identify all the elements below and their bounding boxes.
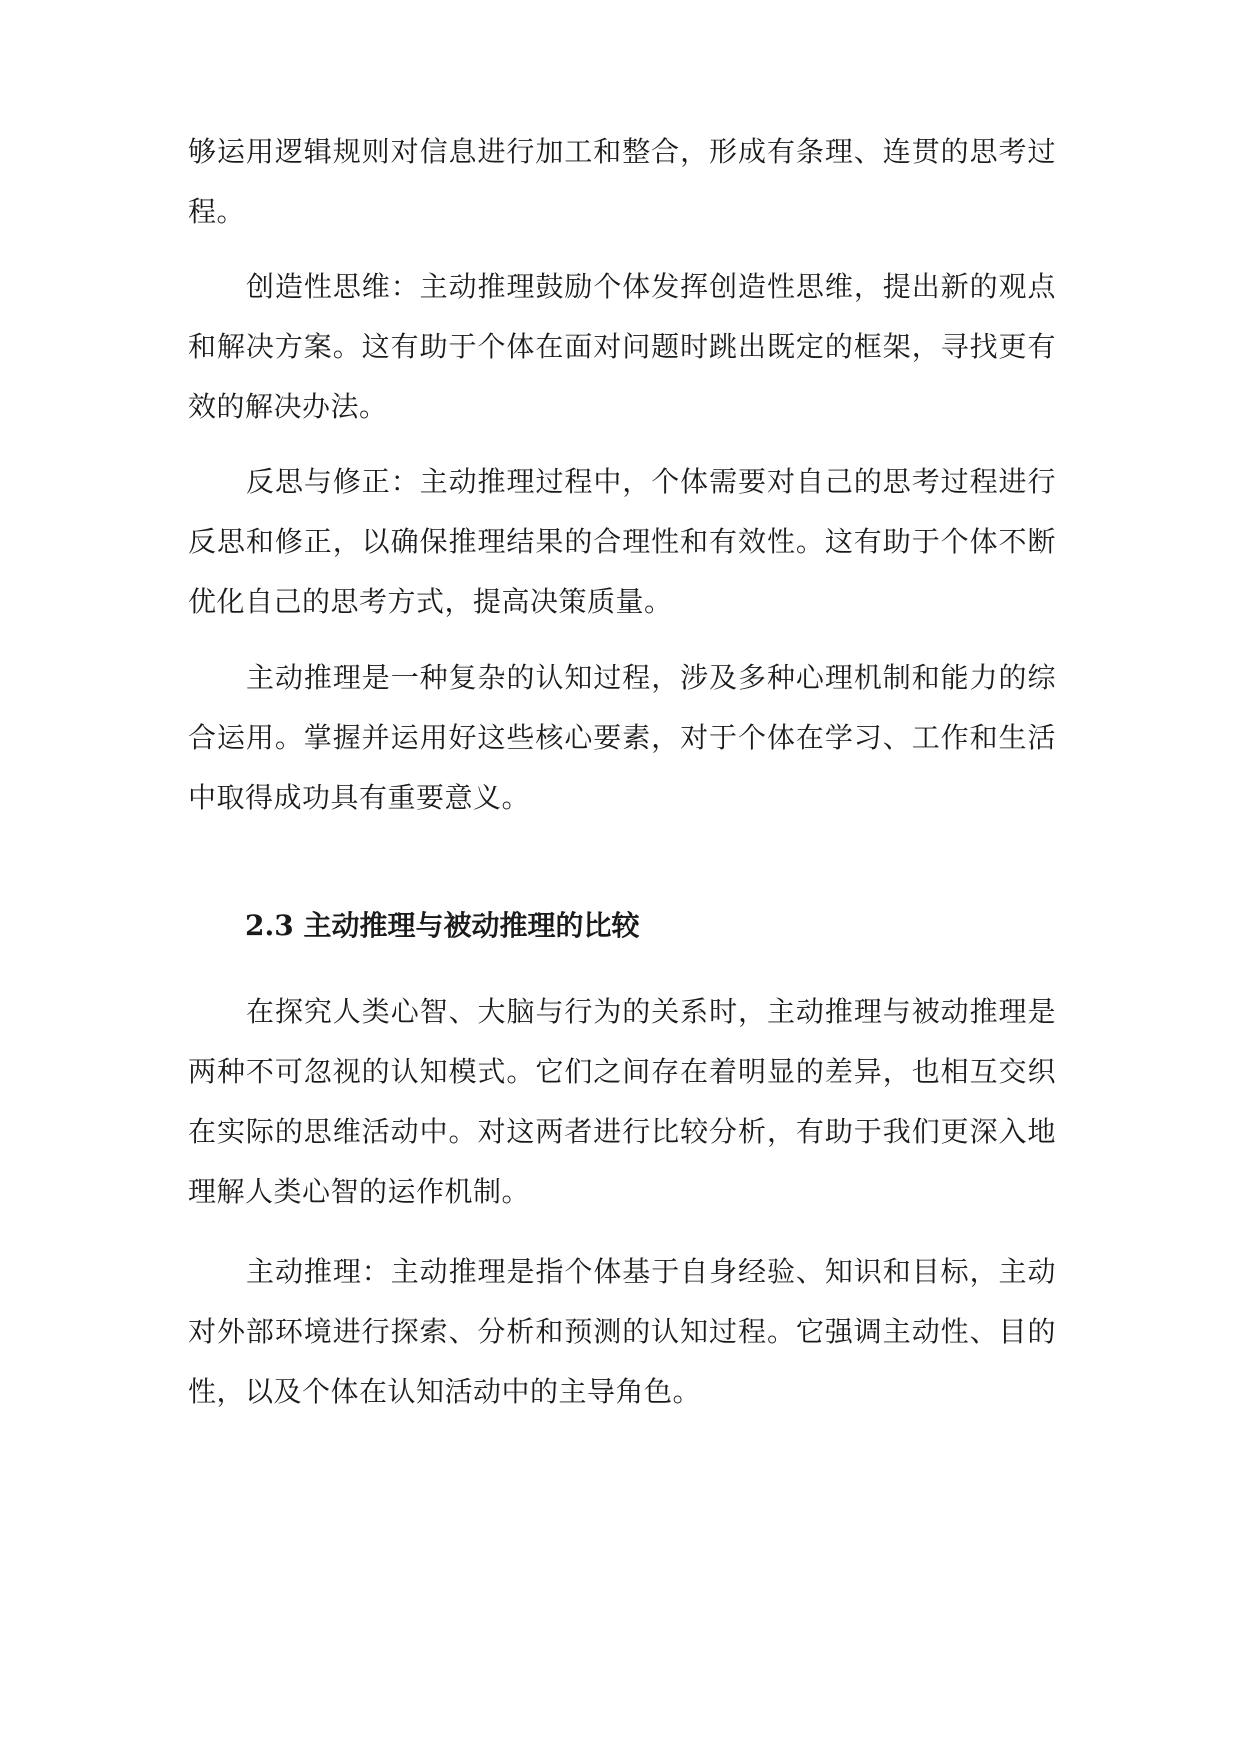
paragraph-continuation: 够运用逻辑规则对信息进行加工和整合，形成有条理、连贯的思考过程。 — [188, 135, 1056, 228]
paragraph-reflection-correction: 反思与修正：主动推理过程中，个体需要对自己的思考过程进行反思和修正，以确保推理结果的合理性和有效性。这有助于个体不断优化自己的思考方式，提高决策质量。 — [188, 465, 1056, 618]
paragraph-active-reasoning-definition: 主动推理：主动推理是指个体基于自身经验、知识和目标，主动对外部环境进行探索、分析和预测的认知过程。它强调主动性、目的性，以及个体在认知活动中的主导角色。 — [188, 1255, 1056, 1408]
paragraph-summary: 主动推理是一种复杂的认知过程，涉及多种心理机制和能力的综合运用。掌握并运用好这些核心要素，对于个体在学习、工作和生活中取得成功具有重要意义。 — [188, 661, 1056, 814]
section-heading: 2.3 主动推理与被动推理的比较 — [245, 909, 640, 942]
paragraph-creative-thinking: 创造性思维：主动推理鼓励个体发挥创造性思维，提出新的观点和解决方案。这有助于个体在面对问题时跳出既定的框架，寻找更有效的解决办法。 — [188, 270, 1056, 423]
paragraph-comparison-intro: 在探究人类心智、大脑与行为的关系时，主动推理与被动推理是两种不可忽视的认知模式。它们之间存在着明显的差异，也相互交织在实际的思维活动中。对这两者进行比较分析，有助于我们更深入地理解人类心智的运作机制。 — [188, 995, 1056, 1208]
